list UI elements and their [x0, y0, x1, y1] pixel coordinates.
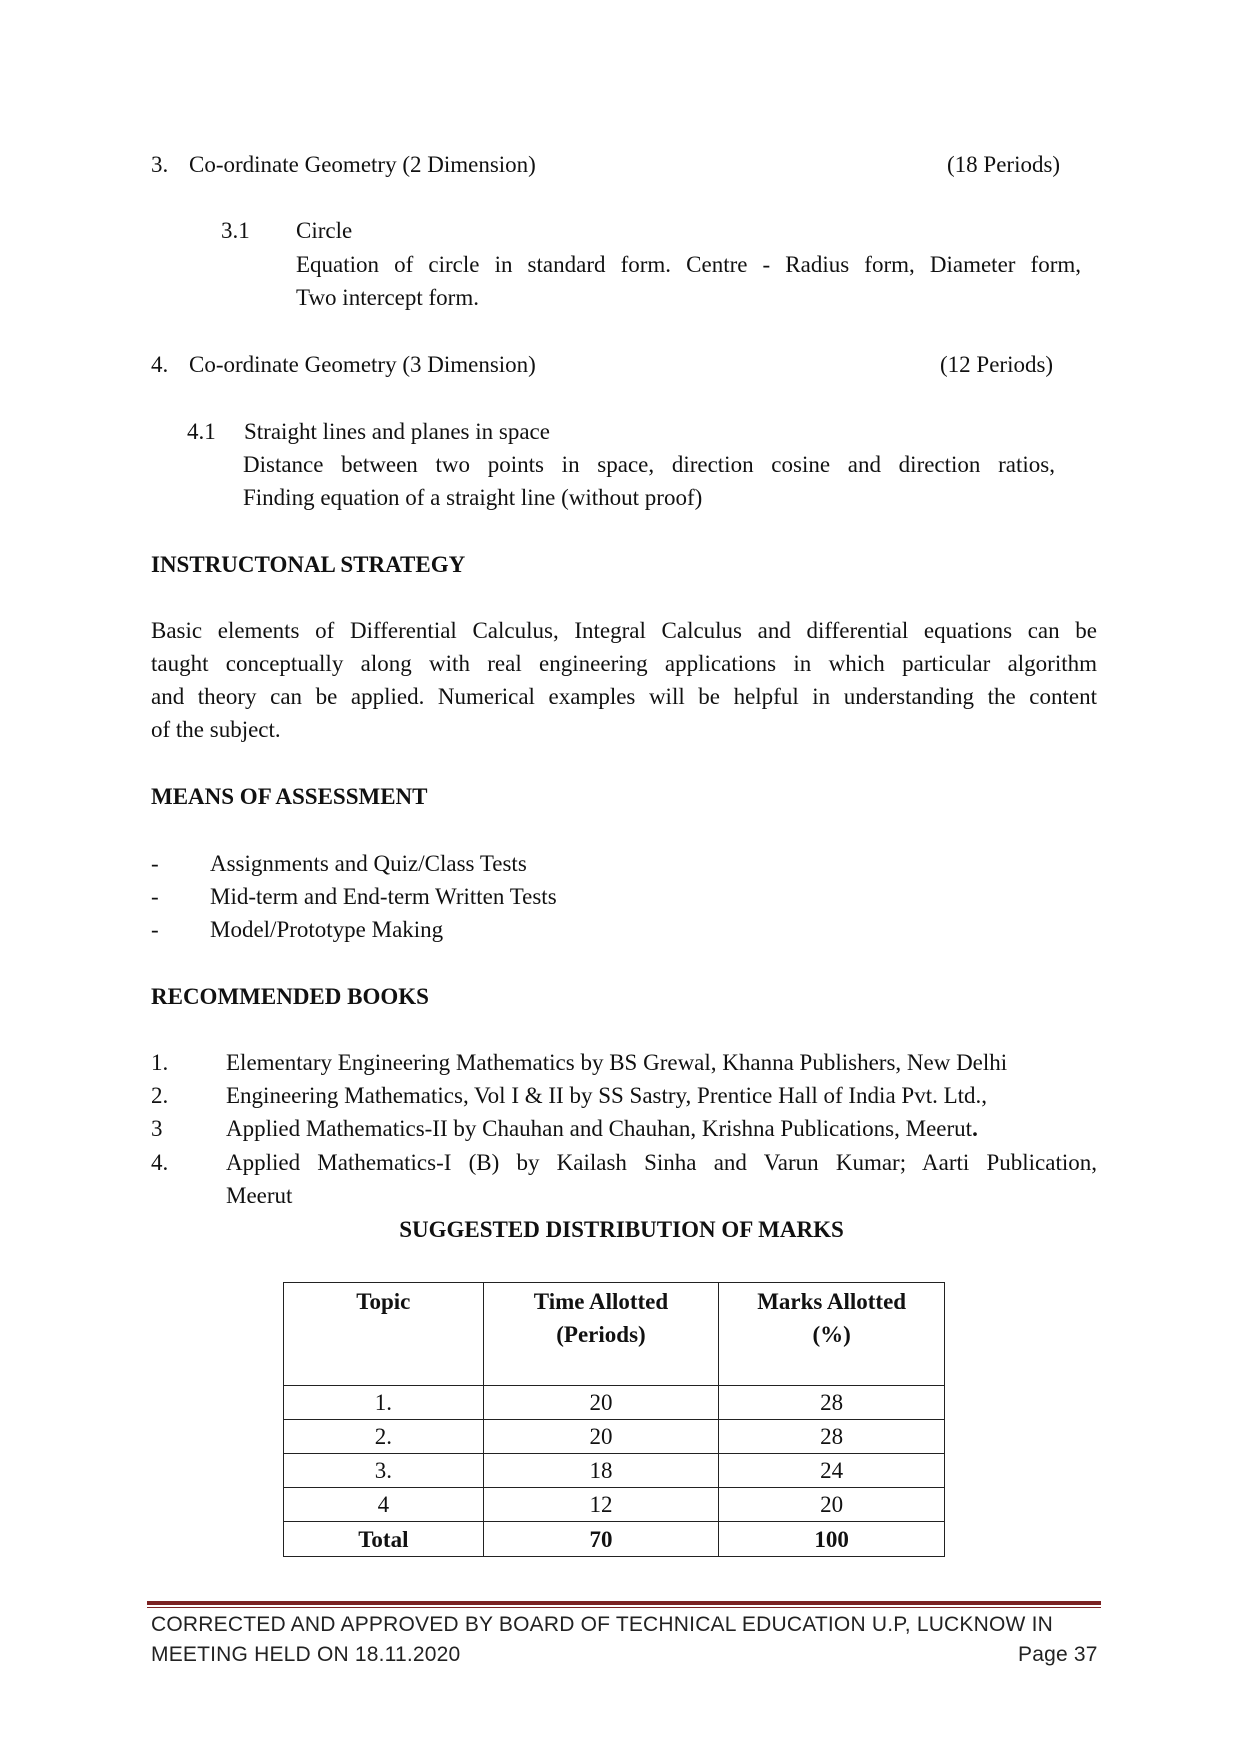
- assessment-item-2: Mid-term and End-term Written Tests: [210, 884, 557, 909]
- book-item-4-continuation: Meerut: [226, 1183, 293, 1208]
- cell-topic: 4: [284, 1488, 484, 1522]
- assessment-item-3: Model/Prototype Making: [210, 917, 444, 942]
- assessment-bullet-1: -: [151, 851, 159, 876]
- cell-time: 20: [483, 1386, 719, 1420]
- subsection-3-1-number: 3.1: [221, 218, 250, 243]
- cell-marks: 24: [719, 1454, 945, 1488]
- book-number-1: 1.: [151, 1050, 169, 1075]
- book-item-1: Elementary Engineering Mathematics by BS Grewal, Khanna Publishers, New Delhi: [226, 1050, 1008, 1075]
- table-total-row: [284, 1522, 945, 1557]
- subsection-3-1-line-1: Equation of circle in standard form. Centre - Radius form, Diameter form,: [296, 252, 1081, 277]
- cell-time: 12: [483, 1488, 719, 1522]
- section-3-periods: (18 Periods): [947, 152, 1061, 177]
- book-item-4: Applied Mathematics-I (B) by Kailash Sinha and Varun Kumar; Aarti Publication,: [226, 1150, 1097, 1175]
- book-item-2: Engineering Mathematics, Vol I & II by SS Sastry, Prentice Hall of India Pvt. Ltd.,: [226, 1083, 988, 1108]
- cell-topic: 2.: [284, 1420, 484, 1454]
- total-marks: 100: [719, 1522, 945, 1557]
- subsection-4-1-title: Straight lines and planes in space: [244, 419, 550, 444]
- book-item-3-text: Applied Mathematics-II by Chauhan and Chauhan, Krishna Publications, Meerut: [226, 1116, 973, 1141]
- table-row: [284, 1488, 945, 1522]
- subsection-3-1-line-2: Two intercept form.: [296, 285, 479, 310]
- table-header-row: [284, 1283, 945, 1386]
- header-time-line-2: (Periods): [556, 1322, 646, 1347]
- footer-divider: [147, 1601, 1101, 1605]
- cell-topic: 1.: [284, 1386, 484, 1420]
- header-marks-line-2: (%): [812, 1322, 851, 1347]
- cell-marks: 28: [719, 1420, 945, 1454]
- assessment-bullet-2: -: [151, 884, 159, 909]
- cell-marks: 20: [719, 1488, 945, 1522]
- section-3-number: 3.: [151, 152, 169, 177]
- page-number: Page 37: [1018, 1643, 1098, 1666]
- header-marks-line-1: Marks Allotted: [757, 1289, 907, 1314]
- section-4-number: 4.: [151, 352, 169, 377]
- header-topic-label: Topic: [356, 1289, 411, 1314]
- section-4-title: Co-ordinate Geometry (3 Dimension): [189, 352, 536, 377]
- marks-table-title: [0, 1215, 1241, 1245]
- section-4-periods: (12 Periods): [940, 352, 1054, 377]
- header-time: [483, 1283, 719, 1386]
- cell-time: 20: [483, 1420, 719, 1454]
- cell-marks: 28: [719, 1386, 945, 1420]
- total-time: 70: [483, 1522, 719, 1557]
- footer-line-1: CORRECTED AND APPROVED BY BOARD OF TECHNICAL EDUCATION U.P, LUCKNOW IN: [151, 1613, 1053, 1636]
- book-item-3-period: .: [972, 1116, 978, 1141]
- table-row: [284, 1454, 945, 1488]
- books-heading: RECOMMENDED BOOKS: [151, 984, 429, 1009]
- cell-topic: 3.: [284, 1454, 484, 1488]
- section-3-title: Co-ordinate Geometry (2 Dimension): [189, 152, 536, 177]
- table-row: [284, 1420, 945, 1454]
- footer-line-2: MEETING HELD ON 18.11.2020: [151, 1643, 461, 1666]
- assessment-heading: MEANS OF ASSESSMENT: [151, 784, 428, 809]
- cell-time: 18: [483, 1454, 719, 1488]
- book-number-3: 3: [151, 1116, 163, 1141]
- subsection-4-1-line-2: Finding equation of a straight line (without proof): [243, 485, 703, 510]
- strategy-line-1: Basic elements of Differential Calculus, Integral Calculus and differential equations can be: [151, 618, 1097, 643]
- book-item-3: [226, 1114, 978, 1144]
- subsection-4-1-line-1: Distance between two points in space, direction cosine and direction ratios,: [243, 452, 1055, 477]
- instructional-strategy-heading: INSTRUCTONAL STRATEGY: [151, 552, 466, 577]
- footer-divider-thin: [147, 1607, 1101, 1608]
- marks-distribution-table: [283, 1282, 945, 1557]
- assessment-item-1: Assignments and Quiz/Class Tests: [210, 851, 527, 876]
- strategy-line-4: of the subject.: [151, 717, 281, 742]
- assessment-bullet-3: -: [151, 917, 159, 942]
- book-number-4: 4.: [151, 1150, 169, 1175]
- strategy-line-2: taught conceptually along with real engineering applications in which particular algorithm: [151, 651, 1097, 676]
- book-number-2: 2.: [151, 1083, 169, 1108]
- subsection-3-1-title: Circle: [296, 218, 353, 243]
- marks-table-title-text: SUGGESTED DISTRIBUTION OF MARKS: [399, 1217, 844, 1242]
- header-topic: [284, 1283, 484, 1386]
- table-row: [284, 1386, 945, 1420]
- header-marks: [719, 1283, 945, 1386]
- total-topic: Total: [284, 1522, 484, 1557]
- subsection-4-1-number: 4.1: [187, 419, 216, 444]
- header-time-line-1: Time Allotted: [533, 1289, 669, 1314]
- strategy-line-3: and theory can be applied. Numerical examples will be helpful in understanding the content: [151, 684, 1097, 709]
